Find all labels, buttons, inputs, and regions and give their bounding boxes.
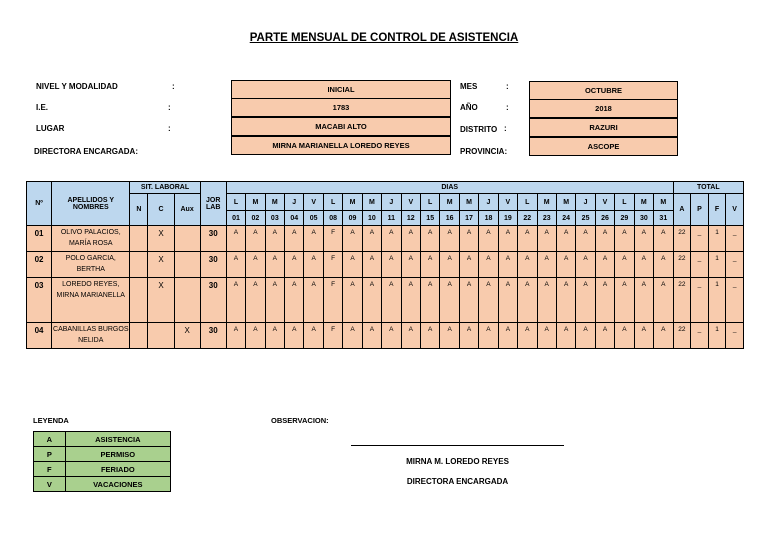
attendance-mark: A bbox=[634, 252, 653, 278]
jor-header: JOR LAB bbox=[200, 182, 226, 226]
legend-label: FERIADO bbox=[65, 462, 170, 477]
sit-col-header: Aux bbox=[174, 194, 200, 226]
day-number: 03 bbox=[265, 211, 284, 226]
distrito-value: RAZURI bbox=[529, 118, 678, 137]
attendance-mark: A bbox=[343, 278, 362, 323]
weekday-cell: M bbox=[459, 194, 478, 211]
weekday-cell: M bbox=[634, 194, 653, 211]
day-number: 09 bbox=[343, 211, 362, 226]
row-number: 01 bbox=[27, 226, 52, 252]
attendance-mark: A bbox=[556, 226, 575, 252]
attendance-mark: A bbox=[440, 226, 459, 252]
weekday-cell: M bbox=[556, 194, 575, 211]
jor-value: 30 bbox=[200, 226, 226, 252]
attendance-mark: A bbox=[285, 226, 304, 252]
signature-line bbox=[351, 445, 564, 446]
attendance-mark: A bbox=[459, 252, 478, 278]
attendance-mark: A bbox=[285, 278, 304, 323]
attendance-mark: A bbox=[420, 226, 439, 252]
day-number: 04 bbox=[285, 211, 304, 226]
attendance-mark: A bbox=[537, 252, 556, 278]
observacion-label: OBSERVACION: bbox=[271, 416, 329, 425]
attendance-mark: A bbox=[440, 323, 459, 349]
attendance-mark: A bbox=[615, 252, 634, 278]
num-header: Nº bbox=[27, 182, 52, 226]
attendance-mark: A bbox=[362, 226, 381, 252]
legend-code: P bbox=[34, 447, 66, 462]
attendance-mark: A bbox=[634, 323, 653, 349]
sit-n bbox=[130, 323, 148, 349]
attendance-mark: A bbox=[518, 226, 537, 252]
sit-col-header: N bbox=[130, 194, 148, 226]
directora-label: DIRECTORA ENCARGADA: bbox=[34, 147, 138, 156]
legend-row bbox=[34, 477, 171, 492]
total-p: _ bbox=[691, 252, 709, 278]
table-row bbox=[27, 226, 744, 252]
total-col-header: V bbox=[726, 194, 744, 226]
total-a: 22 bbox=[673, 226, 691, 252]
attendance-mark: A bbox=[634, 278, 653, 323]
attendance-mark: A bbox=[401, 226, 420, 252]
weekday-cell: M bbox=[246, 194, 265, 211]
signature-name: MIRNA M. LOREDO REYES bbox=[406, 457, 509, 466]
attendance-mark: A bbox=[479, 226, 498, 252]
ie-label: I.E. bbox=[36, 103, 49, 112]
anio-label: AÑO bbox=[460, 103, 478, 112]
total-f: 1 bbox=[708, 323, 726, 349]
legend-title: LEYENDA bbox=[33, 416, 69, 425]
total-p: _ bbox=[691, 278, 709, 323]
attendance-mark: A bbox=[459, 323, 478, 349]
attendance-mark: A bbox=[634, 226, 653, 252]
weekday-cell: J bbox=[285, 194, 304, 211]
attendance-mark: A bbox=[246, 323, 265, 349]
attendance-mark: F bbox=[323, 278, 342, 323]
attendance-mark: A bbox=[246, 278, 265, 323]
weekday-cell: M bbox=[362, 194, 381, 211]
day-number: 24 bbox=[556, 211, 575, 226]
sit-header: SIT. LABORAL bbox=[130, 182, 200, 194]
day-number: 18 bbox=[479, 211, 498, 226]
attendance-mark: F bbox=[323, 252, 342, 278]
weekday-cell: J bbox=[576, 194, 595, 211]
attendance-mark: A bbox=[498, 252, 517, 278]
row-number: 02 bbox=[27, 252, 52, 278]
attendance-mark: A bbox=[576, 323, 595, 349]
weekday-cell: M bbox=[265, 194, 284, 211]
attendance-mark: A bbox=[420, 278, 439, 323]
row-name: CABANILLAS BURGOS NELIDA bbox=[52, 323, 130, 349]
colon: : bbox=[172, 82, 175, 91]
weekday-cell: L bbox=[420, 194, 439, 211]
attendance-mark: A bbox=[304, 323, 323, 349]
weekday-cell: M bbox=[654, 194, 674, 211]
day-number: 05 bbox=[304, 211, 323, 226]
attendance-mark: A bbox=[362, 252, 381, 278]
attendance-mark: A bbox=[401, 323, 420, 349]
attendance-mark: A bbox=[654, 226, 674, 252]
page-title: PARTE MENSUAL DE CONTROL DE ASISTENCIA bbox=[249, 32, 519, 44]
attendance-mark: A bbox=[654, 323, 674, 349]
weekday-cell: L bbox=[518, 194, 537, 211]
table-row bbox=[27, 252, 744, 278]
attendance-mark: A bbox=[556, 252, 575, 278]
day-number: 15 bbox=[420, 211, 439, 226]
jor-value: 30 bbox=[200, 252, 226, 278]
mes-label: MES bbox=[460, 82, 478, 91]
attendance-mark: A bbox=[285, 323, 304, 349]
legend-label: PERMISO bbox=[65, 447, 170, 462]
attendance-mark: A bbox=[595, 323, 614, 349]
attendance-mark: A bbox=[654, 278, 674, 323]
jor-value: 30 bbox=[200, 278, 226, 323]
colon: : bbox=[506, 103, 509, 112]
lugar-value: MACABI ALTO bbox=[231, 117, 451, 136]
legend-code: F bbox=[34, 462, 66, 477]
day-number: 29 bbox=[615, 211, 634, 226]
sit-c: X bbox=[148, 226, 174, 252]
attendance-mark: A bbox=[285, 252, 304, 278]
attendance-mark: A bbox=[420, 323, 439, 349]
weekday-cell: V bbox=[498, 194, 517, 211]
lugar-label: LUGAR bbox=[36, 124, 65, 133]
weekday-cell: V bbox=[595, 194, 614, 211]
ie-value: 1783 bbox=[231, 98, 451, 117]
attendance-mark: A bbox=[459, 226, 478, 252]
colon: : bbox=[168, 103, 171, 112]
legend-row bbox=[34, 432, 171, 447]
attendance-mark: A bbox=[518, 323, 537, 349]
legend-table bbox=[33, 431, 171, 492]
weekday-cell: V bbox=[304, 194, 323, 211]
weekday-cell: L bbox=[615, 194, 634, 211]
sit-n bbox=[130, 226, 148, 252]
names-header: APELLIDOS Y NOMBRES bbox=[52, 182, 130, 226]
sit-c bbox=[148, 323, 174, 349]
attendance-mark: A bbox=[654, 252, 674, 278]
attendance-mark: A bbox=[382, 323, 401, 349]
sit-col-header: C bbox=[148, 194, 174, 226]
legend-code: V bbox=[34, 477, 66, 492]
attendance-mark: A bbox=[498, 226, 517, 252]
attendance-mark: A bbox=[479, 252, 498, 278]
attendance-mark: A bbox=[343, 252, 362, 278]
distrito-label: DISTRITO bbox=[460, 125, 498, 134]
day-number: 16 bbox=[440, 211, 459, 226]
attendance-mark: A bbox=[595, 226, 614, 252]
legend-label: ASISTENCIA bbox=[65, 432, 170, 447]
attendance-mark: A bbox=[343, 226, 362, 252]
total-f: 1 bbox=[708, 252, 726, 278]
attendance-mark: A bbox=[304, 278, 323, 323]
total-a: 22 bbox=[673, 278, 691, 323]
total-a: 22 bbox=[673, 323, 691, 349]
table-row bbox=[27, 323, 744, 349]
sit-c: X bbox=[148, 278, 174, 323]
day-number: 19 bbox=[498, 211, 517, 226]
attendance-table bbox=[26, 181, 744, 349]
directora-value: MIRNA MARIANELLA LOREDO REYES bbox=[231, 136, 451, 155]
attendance-mark: A bbox=[440, 252, 459, 278]
attendance-mark: A bbox=[401, 278, 420, 323]
total-col-header: F bbox=[708, 194, 726, 226]
total-a: 22 bbox=[673, 252, 691, 278]
anio-value: 2018 bbox=[529, 99, 678, 118]
total-col-header: P bbox=[691, 194, 709, 226]
weekday-cell: M bbox=[537, 194, 556, 211]
attendance-mark: A bbox=[362, 278, 381, 323]
attendance-mark: A bbox=[498, 323, 517, 349]
attendance-mark: A bbox=[226, 226, 245, 252]
attendance-mark: A bbox=[556, 323, 575, 349]
attendance-mark: A bbox=[615, 226, 634, 252]
table-row bbox=[27, 278, 744, 323]
attendance-mark: A bbox=[265, 323, 284, 349]
weekday-cell: J bbox=[479, 194, 498, 211]
day-number: 25 bbox=[576, 211, 595, 226]
attendance-mark: A bbox=[226, 323, 245, 349]
attendance-mark: A bbox=[537, 226, 556, 252]
attendance-mark: A bbox=[556, 278, 575, 323]
attendance-mark: A bbox=[226, 278, 245, 323]
colon: : bbox=[504, 124, 507, 133]
attendance-mark: A bbox=[246, 252, 265, 278]
attendance-mark: A bbox=[576, 278, 595, 323]
attendance-mark: A bbox=[246, 226, 265, 252]
day-number: 26 bbox=[595, 211, 614, 226]
attendance-mark: A bbox=[362, 323, 381, 349]
attendance-mark: A bbox=[537, 323, 556, 349]
sit-aux bbox=[174, 252, 200, 278]
row-number: 03 bbox=[27, 278, 52, 323]
attendance-mark: A bbox=[615, 278, 634, 323]
day-number: 10 bbox=[362, 211, 381, 226]
sit-aux bbox=[174, 226, 200, 252]
provincia-value: ASCOPE bbox=[529, 137, 678, 156]
attendance-mark: A bbox=[595, 278, 614, 323]
attendance-mark: A bbox=[382, 278, 401, 323]
dias-header: DIAS bbox=[226, 182, 673, 194]
total-p: _ bbox=[691, 226, 709, 252]
attendance-mark: A bbox=[479, 278, 498, 323]
colon: : bbox=[168, 124, 171, 133]
weekday-cell: M bbox=[440, 194, 459, 211]
day-number: 12 bbox=[401, 211, 420, 226]
total-f: 1 bbox=[708, 278, 726, 323]
attendance-mark: A bbox=[459, 278, 478, 323]
legend-code: A bbox=[34, 432, 66, 447]
weekday-cell: V bbox=[401, 194, 420, 211]
jor-value: 30 bbox=[200, 323, 226, 349]
attendance-mark: A bbox=[401, 252, 420, 278]
attendance-mark: A bbox=[595, 252, 614, 278]
day-number: 30 bbox=[634, 211, 653, 226]
row-name: POLO GARCIA, BERTHA bbox=[52, 252, 130, 278]
attendance-mark: A bbox=[576, 252, 595, 278]
attendance-mark: A bbox=[420, 252, 439, 278]
total-header: TOTAL bbox=[673, 182, 743, 194]
sit-n bbox=[130, 278, 148, 323]
mes-value: OCTUBRE bbox=[529, 81, 678, 100]
day-number: 01 bbox=[226, 211, 245, 226]
attendance-mark: A bbox=[265, 226, 284, 252]
attendance-mark: A bbox=[382, 252, 401, 278]
weekday-cell: M bbox=[343, 194, 362, 211]
attendance-mark: A bbox=[615, 323, 634, 349]
sit-aux: X bbox=[174, 323, 200, 349]
attendance-mark: F bbox=[323, 323, 342, 349]
sit-aux bbox=[174, 278, 200, 323]
row-name: OLIVO PALACIOS, MARÍA ROSA bbox=[52, 226, 130, 252]
day-number: 08 bbox=[323, 211, 342, 226]
colon: : bbox=[506, 82, 509, 91]
attendance-mark: A bbox=[304, 252, 323, 278]
total-col-header: A bbox=[673, 194, 691, 226]
day-number: 22 bbox=[518, 211, 537, 226]
attendance-mark: A bbox=[518, 252, 537, 278]
day-number: 23 bbox=[537, 211, 556, 226]
attendance-mark: A bbox=[304, 226, 323, 252]
weekday-cell: J bbox=[382, 194, 401, 211]
legend-label: VACACIONES bbox=[65, 477, 170, 492]
attendance-mark: A bbox=[440, 278, 459, 323]
day-number: 17 bbox=[459, 211, 478, 226]
row-number: 04 bbox=[27, 323, 52, 349]
nivel-label: NIVEL Y MODALIDAD bbox=[36, 82, 118, 91]
attendance-mark: A bbox=[265, 252, 284, 278]
weekday-cell: L bbox=[226, 194, 245, 211]
attendance-mark: A bbox=[576, 226, 595, 252]
legend-row bbox=[34, 447, 171, 462]
nivel-value: INICIAL bbox=[231, 80, 451, 99]
day-number: 11 bbox=[382, 211, 401, 226]
attendance-mark: A bbox=[537, 278, 556, 323]
attendance-mark: A bbox=[498, 278, 517, 323]
attendance-mark: A bbox=[226, 252, 245, 278]
attendance-mark: A bbox=[265, 278, 284, 323]
total-v: _ bbox=[726, 252, 744, 278]
total-v: _ bbox=[726, 323, 744, 349]
attendance-mark: A bbox=[518, 278, 537, 323]
attendance-mark: A bbox=[382, 226, 401, 252]
attendance-mark: F bbox=[323, 226, 342, 252]
weekday-cell: L bbox=[323, 194, 342, 211]
total-f: 1 bbox=[708, 226, 726, 252]
total-v: _ bbox=[726, 278, 744, 323]
provincia-label: PROVINCIA: bbox=[460, 147, 508, 156]
day-number: 02 bbox=[246, 211, 265, 226]
attendance-mark: A bbox=[479, 323, 498, 349]
sit-c: X bbox=[148, 252, 174, 278]
legend-row bbox=[34, 462, 171, 477]
attendance-mark: A bbox=[343, 323, 362, 349]
signature-role: DIRECTORA ENCARGADA bbox=[406, 477, 509, 486]
total-v: _ bbox=[726, 226, 744, 252]
day-number: 31 bbox=[654, 211, 674, 226]
row-name: LOREDO REYES, MIRNA MARIANELLA bbox=[52, 278, 130, 323]
sit-n bbox=[130, 252, 148, 278]
total-p: _ bbox=[691, 323, 709, 349]
